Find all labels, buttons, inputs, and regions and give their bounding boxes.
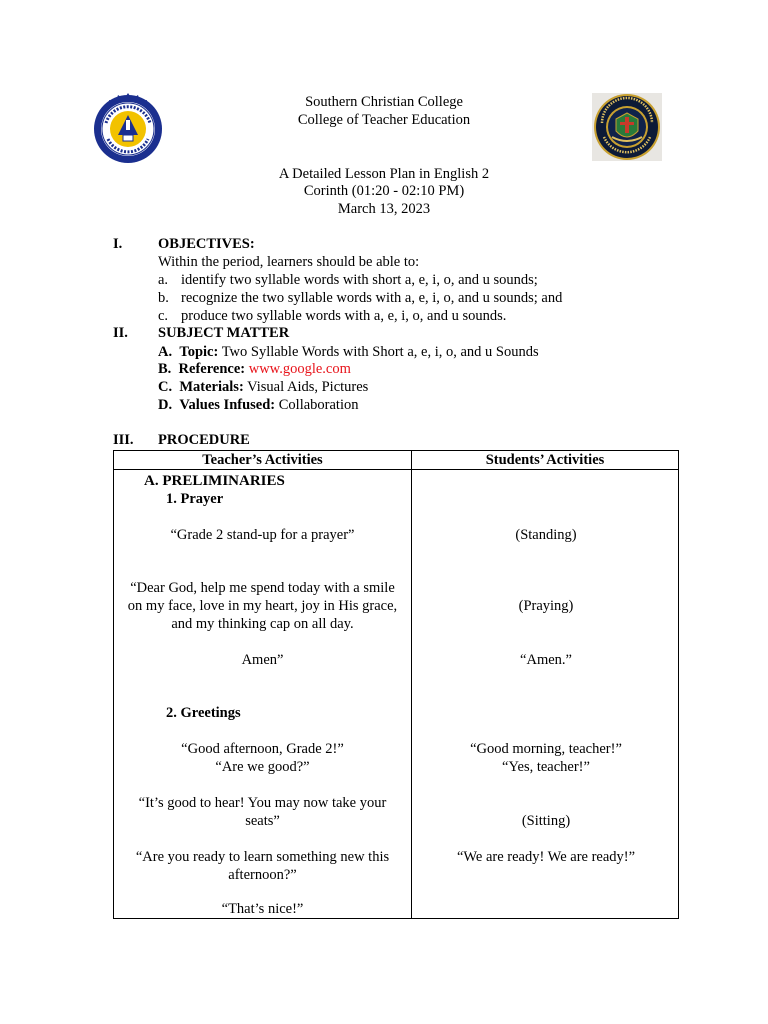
teacher-line: “Are we good?” [215,759,310,775]
subject-item-label: Materials: [179,379,244,395]
subject-matter-heading: SUBJECT MATTER [158,325,290,341]
procedure-table [113,450,679,919]
teacher-line: “Dear God, help me spend today with a smile [130,580,395,596]
teacher-line: seats” [245,813,280,829]
subject-item-materials [158,380,368,395]
teacher-line: afternoon?” [228,867,297,883]
subject-item-label: Values Infused: [179,397,276,413]
college-of-teacher-education-seal-icon [592,93,662,161]
student-line: (Sitting) [521,813,571,829]
greetings-heading: 2. Greetings [166,705,241,721]
objective-text: identify two syllable words with short a, e, i, o, and u sounds; [181,272,538,288]
plan-section: Corinth (01:20 - 02:10 PM) [303,183,465,199]
subject-item-label: Reference: [178,361,246,377]
teacher-line: “Good afternoon, Grade 2!” [181,741,344,757]
objectives-intro: Within the period, learners should be able to: [158,254,420,270]
student-line: (Standing) [515,527,577,543]
teacher-line: on my face, love in my heart, joy in His grace, [127,598,398,614]
subject-item-value: Collaboration [278,397,359,413]
procedure-heading: PROCEDURE [158,432,250,448]
procedure-numeral: III. [113,432,134,448]
objectives-numeral: I. [113,236,123,252]
teacher-line: “It’s good to hear! You may now take your [138,795,387,811]
student-line: “Amen.” [520,652,572,668]
subject-item-label: Topic: [179,344,219,360]
reference-link[interactable]: www.google.com [248,361,351,377]
school-name: Southern Christian College [305,94,463,110]
preliminaries-heading: A. PRELIMINARIES [144,473,285,489]
subject-item-letter: A. [158,344,173,360]
student-line: (Praying) [518,598,574,614]
subject-item-topic [158,345,539,360]
prayer-heading: 1. Prayer [166,491,224,507]
teacher-line: Amen” [241,652,284,668]
student-line: “Good morning, teacher!” [470,741,622,757]
college-name: College of Teacher Education [297,112,471,128]
students-activities-cell [412,470,679,919]
student-line: “We are ready! We are ready!” [456,849,636,865]
student-line: “Yes, teacher!” [502,759,590,775]
teacher-activities-header: Teacher’s Activities [114,451,412,470]
subject-item-letter: C. [158,379,173,395]
subject-item-value: Visual Aids, Pictures [247,379,369,395]
teacher-line: and my thinking cap on all day. [171,616,354,632]
objective-text: produce two syllable words with a, e, i, o, and u sounds. [181,308,507,324]
objective-letter: a. [158,272,169,288]
school-seal-icon [92,93,164,165]
students-activities-header: Students’ Activities [412,451,679,470]
teacher-activities-cell [114,470,412,919]
plan-title: A Detailed Lesson Plan in English 2 [278,166,490,182]
subject-item-reference [158,362,351,377]
objectives-heading: OBJECTIVES: [158,236,255,252]
plan-date: March 13, 2023 [337,201,431,217]
subject-item-value: Two Syllable Words with Short a, e, i, o, and u Sounds [221,344,539,360]
subject-matter-numeral: II. [113,325,128,341]
objective-letter: c. [158,308,169,324]
objective-text: recognize the two syllable words with a, e, i, o, and u sounds; and [181,290,563,306]
subject-item-letter: D. [158,397,173,413]
objective-letter: b. [158,290,169,306]
subject-item-values [158,398,359,413]
subject-item-letter: B. [158,361,172,377]
teacher-line: “That’s nice!” [221,901,304,917]
teacher-line: “Are you ready to learn something new this [135,849,390,865]
teacher-line: “Grade 2 stand-up for a prayer” [170,527,355,543]
